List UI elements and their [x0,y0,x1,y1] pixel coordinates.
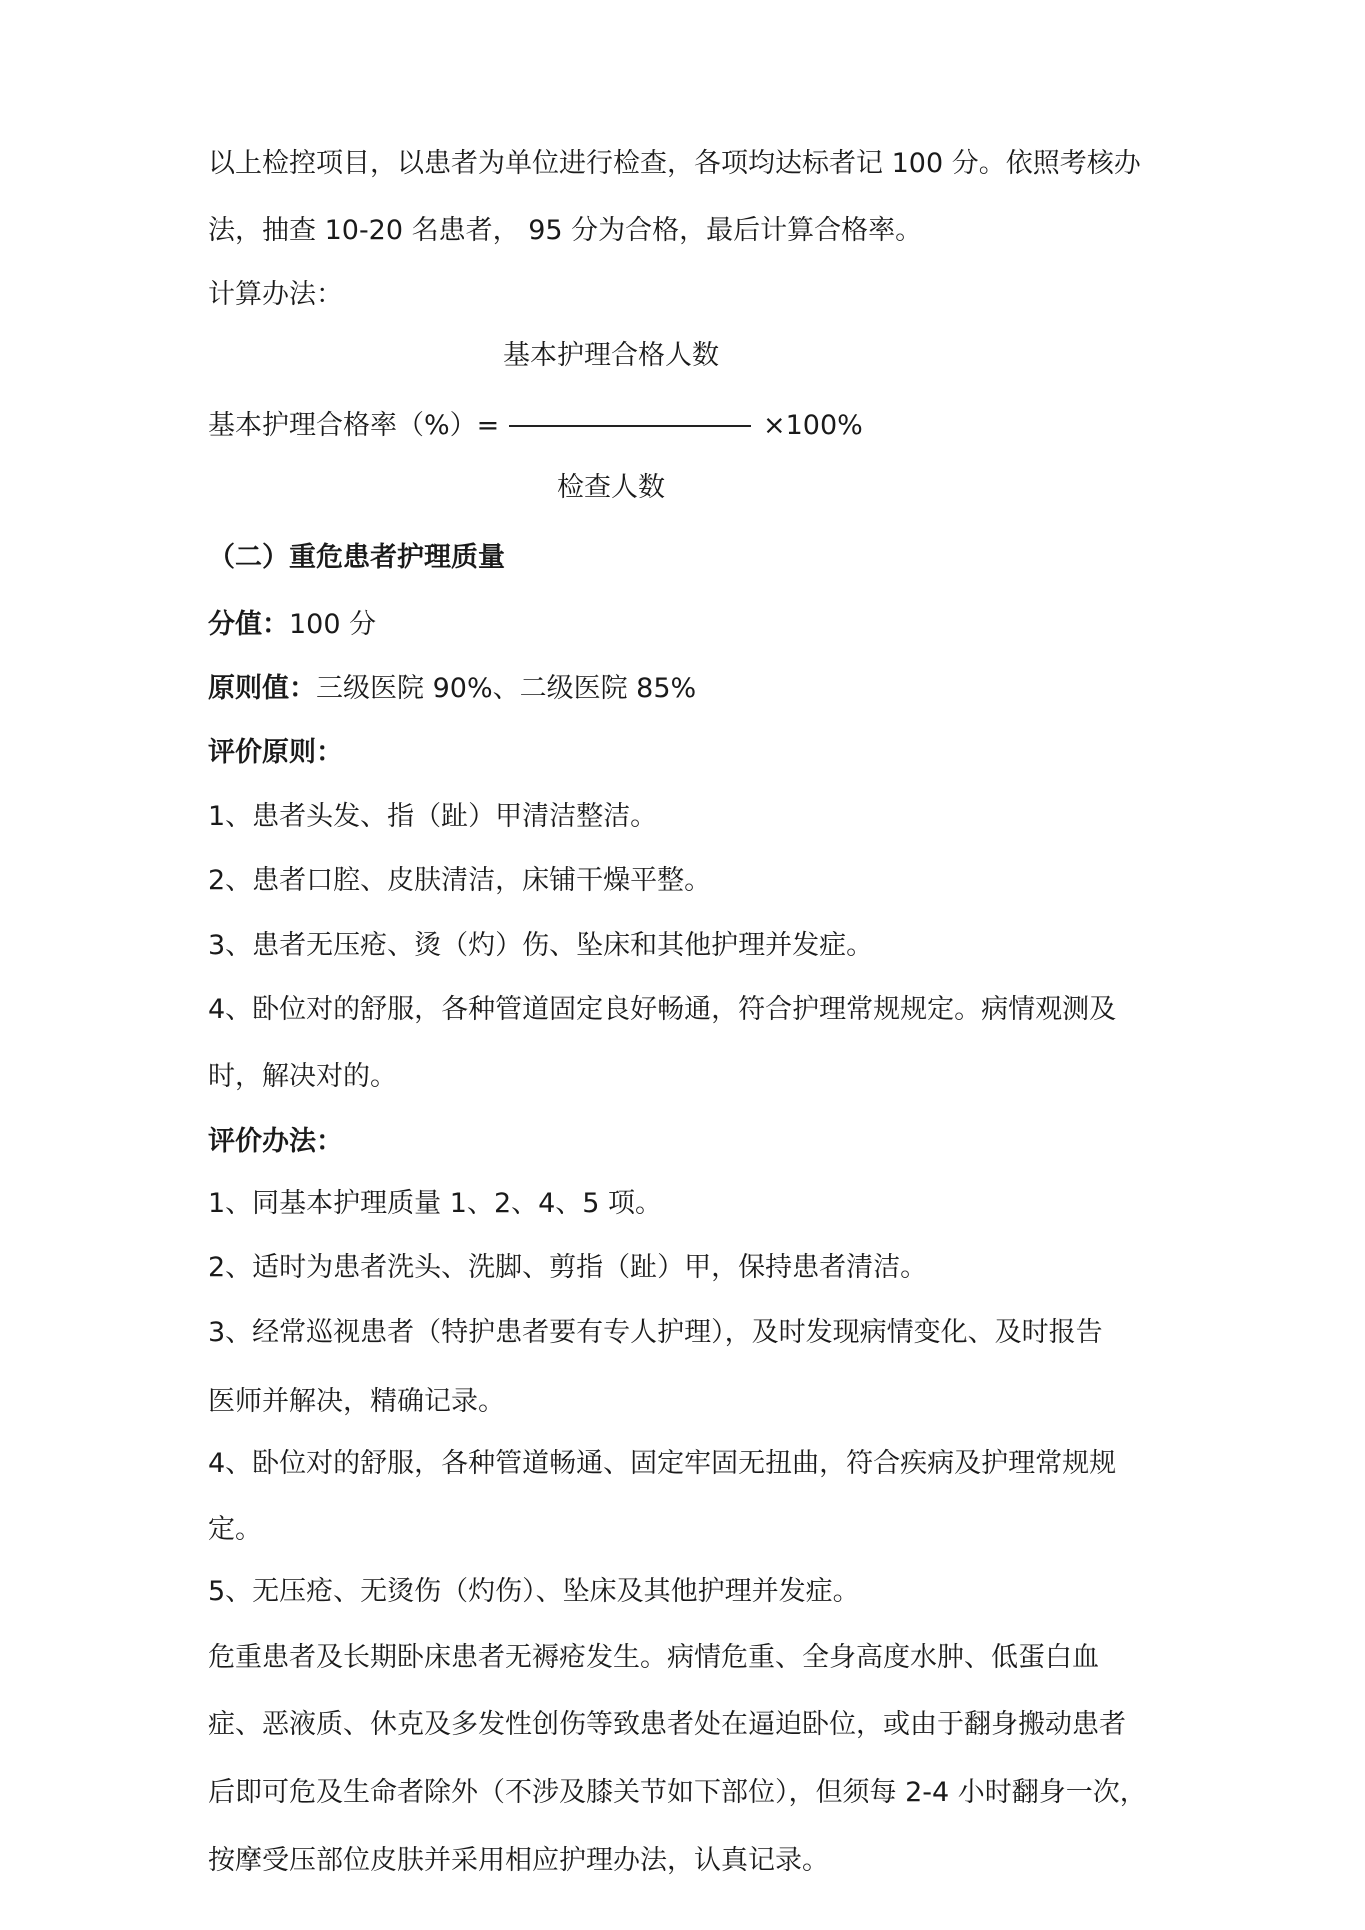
eval-method-item: 1、同基本护理质量 1、2、4、5 项。 [208,1188,663,1219]
principle-value-line [208,671,696,707]
eval-principle-item: 时，解决对的。 [208,1061,397,1092]
eval-method-item: 2、适时为患者洗头、洗脚、剪指（趾）甲，保持患者清洁。 [208,1252,928,1283]
closing-line: 按摩受压部位皮肤并采用相应护理办法，认真记录。 [208,1845,829,1876]
eval-principle-item: 4、卧位对的舒服，各种管道固定良好畅通，符合护理常规规定。病情观测及 [208,994,1117,1025]
eval-method-item: 定。 [208,1514,262,1545]
intro-line-1: 以上检控项目，以患者为单位进行检查，各项均达标者记 100 分。依照考核办 [208,148,1141,179]
eval-principle-item: 3、患者无压疮、烫（灼）伤、坠床和其他护理并发症。 [208,930,874,961]
closing-line: 症、恶液质、休克及多发性创伤等致患者处在逼迫卧位，或由于翻身搬动患者 [208,1709,1126,1740]
section-title: （二）重危患者护理质量 [208,542,505,573]
score-value: 100 分 [289,609,377,640]
formula-denominator: 检查人数 [557,472,665,503]
eval-principle-item: 1、患者头发、指（趾）甲清洁整洁。 [208,801,658,832]
closing-line: 危重患者及长期卧床患者无褥疮发生。病情危重、全身高度水肿、低蛋白血 [208,1642,1099,1673]
score-line [208,607,376,643]
formula-numerator: 基本护理合格人数 [503,340,719,371]
closing-line: 后即可危及生命者除外（不涉及膝关节如下部位），但须每 2-4 小时翻身一次， [208,1777,1147,1808]
formula-lhs: 基本护理合格率（%）= [208,410,500,441]
eval-method-item: 3、经常巡视患者（特护患者要有专人护理），及时发现病情变化、及时报告 [208,1317,1103,1348]
eval-method-item: 4、卧位对的舒服，各种管道畅通、固定牢固无扭曲，符合疾病及护理常规规 [208,1448,1117,1479]
eval-method-item: 5、无压疮、无烫伤（灼伤）、坠床及其他护理并发症。 [208,1576,860,1607]
score-label: 分值： [208,609,289,640]
formula-multiplier: ×100% [763,410,863,441]
fraction-bar [509,425,751,427]
calc-label: 计算办法： [208,279,343,310]
eval-method-item: 医师并解决，精确记录。 [208,1386,505,1417]
eval-principle-heading: 评价原则： [208,737,343,768]
principle-value-value: 三级医院 90%、二级医院 85% [316,673,697,704]
eval-method-heading: 评价办法： [208,1126,343,1157]
intro-line-2: 法，抽查 10-20 名患者， 95 分为合格，最后计算合格率。 [208,215,923,246]
eval-principle-item: 2、患者口腔、皮肤清洁，床铺干燥平整。 [208,865,712,896]
principle-value-label: 原则值： [208,673,316,704]
